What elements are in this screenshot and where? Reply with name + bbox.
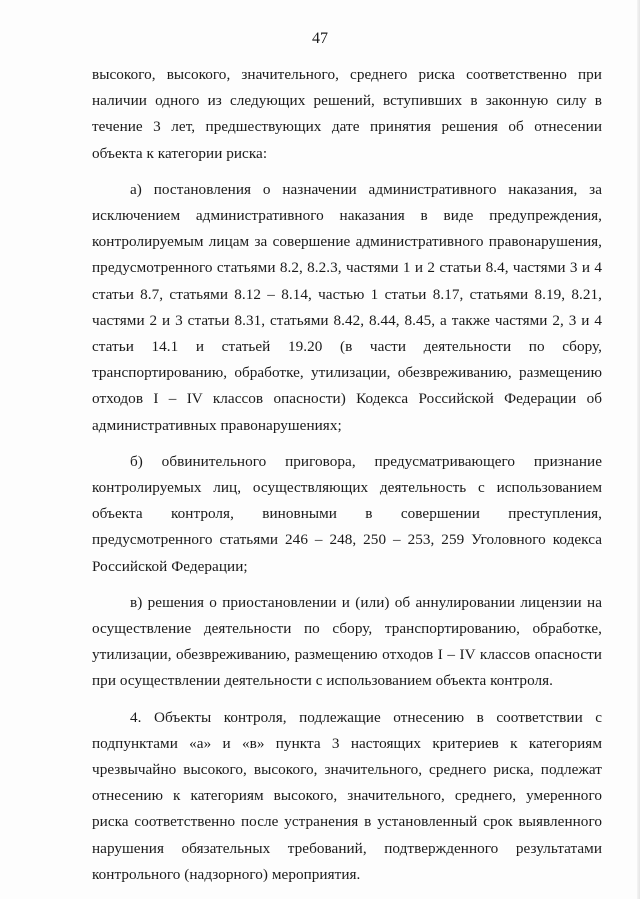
paragraph-item-a: а) постановления о назначении административного наказания, за исключением административного наказания в виде предупреждения, контролируемым лицам за совершение административного правонарушения, предусмотренного статьями 8.2, 8.2.3, частями 1 и 2 статьи 8.4, частями 3 и 4 статьи 8.7, статьями 8.12 – 8.14, частью 1 статьи 8.17, статьями 8.19, 8.21, частями 2 и 3 статьи 8.31, статьями 8.42, 8.44, 8.45, а также частями 2, 3 и 4 статьи 14.1 и статьей 19.20 (в части деятельности по сбору, транспортированию, обработке, утилизации, обезвреживанию, размещению отходов I – IV классов опасности) Кодекса Российской Федерации об административных правонарушениях;	[92, 180, 602, 434]
page-number: 47	[312, 30, 328, 47]
document-body	[92, 62, 602, 898]
paragraph-item-b: б) обвинительного приговора, предусматривающего признание контролируемых лиц, осуществляющих деятельность с использованием объекта контроля, виновными в совершении преступления, предусмотренного статьями 246 – 248, 250 – 253, 259 Уголовного кодекса Российской Федерации;	[92, 452, 602, 575]
paragraph-point-4: 4. Объекты контроля, подлежащие отнесению в соответствии с подпунктами «а» и «в» пункта 3 настоящих критериев к категориям чрезвычайно высокого, высокого, значительного, среднего риска, подлежат отнесению к категориям высокого, значительного, среднего, умеренного риска соответственно после устранения в установленный срок выявленного нарушения обязательных требований, подтвержденного результатами контрольного (надзорного) мероприятия.	[92, 708, 602, 883]
paragraph-item-v: в) решения о приостановлении и (или) об аннулировании лицензии на осуществление деятельности по сбору, транспортированию, обработке, утилизации, обезвреживанию, размещению отходов I – IV классов опасности при осуществлении деятельности с использованием объекта контроля.	[92, 593, 602, 690]
paragraph-intro: высокого, высокого, значительного, среднего риска соответственно при наличии одного из следующих решений, вступивших в законную силу в течение 3 лет, предшествующих дате принятия решения об отнесении объекта к категории риска:	[92, 66, 602, 162]
